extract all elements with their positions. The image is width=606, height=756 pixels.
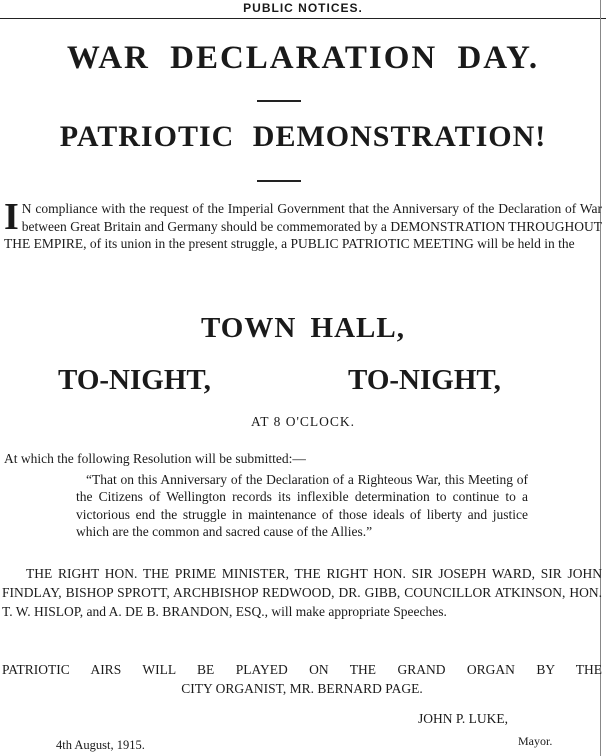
header-rule <box>0 18 606 19</box>
subtitle-divider <box>257 180 301 182</box>
resolution-text: “That on this Anniversary of the Declaration of a Righteous War, this Meeting of the Citizens of Wellington records its inflexible determination to continue to a victorious end the struggle in maintenance of those ideals of liberty and justice which are the common and sacred cause of the Allies.” <box>76 472 528 539</box>
notice-date: 4th August, 1915. <box>56 738 145 752</box>
venue-heading: TOWN HALL, <box>200 312 405 344</box>
speakers-paragraph: THE RIGHT HON. THE PRIME MINISTER, THE RIGHT HON. SIR JOSEPH WARD, SIR JOHN FINDLAY, BISHOP SPROTT, ARCHBISHOP REDWOOD, DR. GIBB, COUNCILLOR ATKINSON, HON. T. W. HISLOP, and A. DE B. BRANDON, ESQ., will make appropriate Speeches. <box>2 566 602 619</box>
signatory-name: JOHN P. LUKE, <box>418 711 509 726</box>
title-divider <box>257 100 301 102</box>
intro-text: N compliance with the request of the Imperial Government that the Anniversary of the Declaration of War between Great Britain and Germany should be commemorated by a DEMONSTRATION THROUGHOUT THE EMPIRE, of its union in the present struggle, a PUBLIC PATRIOTIC MEETING will be held in the <box>4 201 602 251</box>
organ-line-2: CITY ORGANIST, MR. BERNARD PAGE. <box>181 681 423 696</box>
tonight-left: TO-NIGHT, <box>58 364 211 396</box>
intro-paragraph <box>4 196 602 253</box>
notice-title: WAR DECLARATION DAY. <box>66 40 540 76</box>
meeting-time: AT 8 O'CLOCK. <box>250 414 356 429</box>
column-rule <box>600 0 601 756</box>
tonight-right: TO-NIGHT, <box>348 364 501 396</box>
organ-paragraph <box>2 660 602 698</box>
signatory-title: Mayor. <box>518 734 553 748</box>
section-header: PUBLIC NOTICES. <box>243 1 363 15</box>
organ-line-1: PATRIOTIC AIRS WILL BE PLAYED ON THE GRAND ORGAN BY THE <box>2 662 602 677</box>
drop-cap: I <box>4 196 19 238</box>
notice-subtitle: PATRIOTIC DEMONSTRATION! <box>59 120 547 153</box>
resolution-intro: At which the following Resolution will be submitted:— <box>4 451 306 466</box>
